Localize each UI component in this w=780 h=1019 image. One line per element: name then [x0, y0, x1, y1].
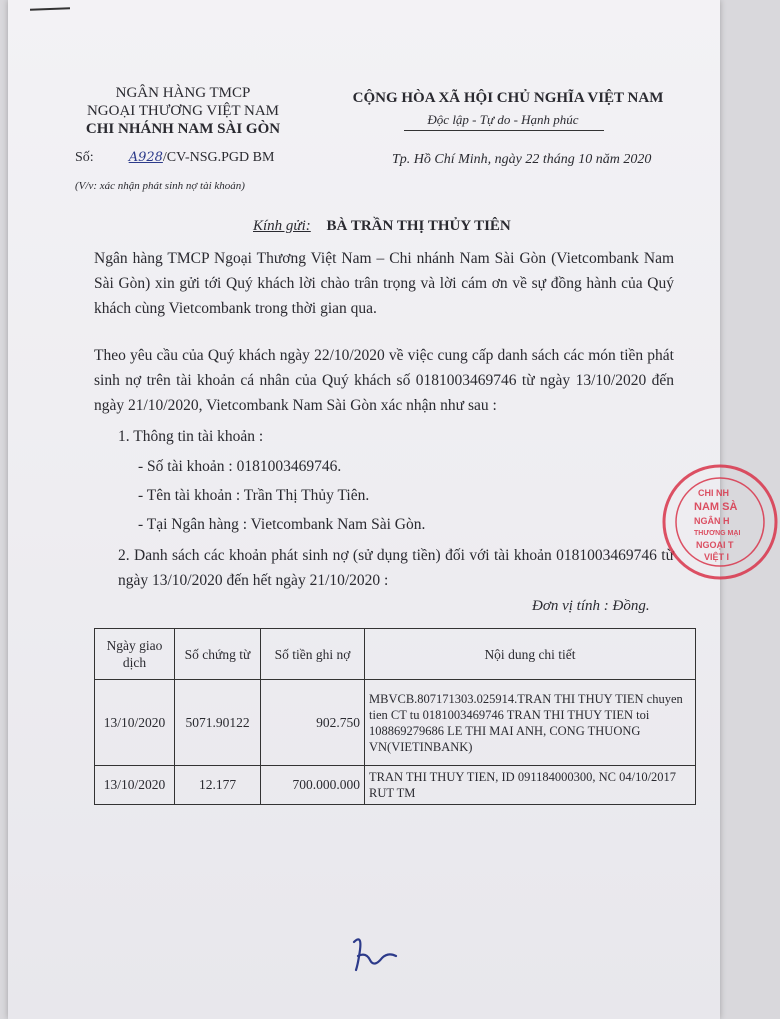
currency-unit: Đơn vị tính : Đồng.	[532, 598, 650, 614]
cell-detail: TRAN THI THUY TIEN, ID 091184000300, NC 04/10/2017 RUT TM	[365, 766, 696, 805]
account-number-item: - Số tài khoản : 0181003469746.	[138, 458, 342, 475]
recipient-name: BÀ TRẦN THỊ THỦY TIÊN	[326, 218, 511, 234]
header-date: Ngày giao dịch	[95, 629, 175, 680]
cell-amount: 902.750	[261, 680, 365, 766]
signature	[348, 930, 408, 980]
cell-date: 13/10/2020	[95, 680, 175, 766]
table-row	[95, 680, 696, 766]
bank-line1: NGÂN HÀNG TMCP	[115, 85, 251, 101]
nation-title: CỘNG HÒA XÃ HỘI CHỦ NGHĨA VIỆT NAM	[352, 90, 664, 106]
svg-text:NAM SÀ: NAM SÀ	[694, 501, 738, 513]
cell-doc: 5071.90122	[175, 680, 261, 766]
subject-line: (V/v: xác nhận phát sinh nợ tài khoản)	[75, 180, 245, 192]
svg-text:THƯƠNG MẠI: THƯƠNG MẠI	[694, 530, 741, 537]
section-1-title: 1. Thông tin tài khoản :	[118, 428, 264, 445]
document-date: Tp. Hồ Chí Minh, ngày 22 tháng 10 năm 2020	[392, 152, 652, 167]
greeting-label: Kính gửi:	[253, 218, 311, 234]
table-row	[95, 766, 696, 805]
cell-date: 13/10/2020	[95, 766, 175, 805]
bank-item: - Tại Ngân hàng : Vietcombank Nam Sài Gòn.	[138, 516, 426, 533]
cell-detail: MBVCB.807171303.025914.TRAN THI THUY TIEN chuyen tien CT tu 0181003469746 TRAN THI THUY TIEN toi 108869279686 LE THI MAI ANH, CONG THUONG VN(VIETINBANK)	[365, 680, 696, 766]
so-label: Số:	[75, 150, 94, 165]
cell-amount: 700.000.000	[261, 766, 365, 805]
greeting	[253, 218, 511, 235]
svg-text:NGÂN H: NGÂN H	[694, 516, 730, 526]
table-header-row	[95, 629, 696, 680]
account-name-item: - Tên tài khoản : Trần Thị Thủy Tiên.	[138, 487, 370, 504]
svg-text:NGOẠI T: NGOẠI T	[696, 540, 734, 550]
header-doc: Số chứng từ	[175, 629, 261, 680]
document-page	[8, 0, 741, 1019]
bank-line3: CHI NHÁNH NAM SÀI GÒN	[85, 121, 281, 137]
bank-seal-stamp	[660, 462, 780, 582]
so-suffix: /CV-NSG.PGD BM	[162, 150, 275, 165]
motto-underline	[404, 130, 604, 131]
svg-text:CHI NH: CHI NH	[698, 488, 729, 498]
header-amount: Số tiền ghi nợ	[261, 629, 365, 680]
paragraph-request: Theo yêu cầu của Quý khách ngày 22/10/2020 về việc cung cấp danh sách các món tiền phát sinh nợ trên tài khoản cá nhân của Quý khách số 0181003469746 từ ngày 13/10/2020 đến ngày 21/10/2020, Vietcombank Nam Sài Gòn xác nhận như sau :	[94, 347, 674, 414]
motto: Độc lập - Tự do - Hạnh phúc	[427, 112, 579, 127]
header-detail: Nội dung chi tiết	[365, 629, 696, 680]
cell-doc: 12.177	[175, 766, 261, 805]
corner-mark	[30, 7, 70, 10]
so-number: A928	[128, 150, 163, 165]
svg-text:VIỆT I: VIỆT I	[704, 552, 730, 562]
bank-header	[68, 84, 298, 138]
document-number	[75, 150, 274, 166]
transactions-table	[94, 628, 696, 805]
paragraph-intro: Ngân hàng TMCP Ngoại Thương Việt Nam – Chi nhánh Nam Sài Gòn (Vietcombank Nam Sài Gòn) xin gửi tới Quý khách lời chào trân trọng và lời cám ơn về sự đồng hành của Quý khách cùng Vietcombank trong thời gian qua.	[94, 250, 674, 317]
bank-line2: NGOẠI THƯƠNG VIỆT NAM	[86, 103, 280, 119]
section-2-title: 2. Danh sách các khoản phát sinh nợ (sử dụng tiền) đối với tài khoản 0181003469746 từ ngày 13/10/2020 đến hết ngày 21/10/2020 :	[118, 547, 674, 589]
